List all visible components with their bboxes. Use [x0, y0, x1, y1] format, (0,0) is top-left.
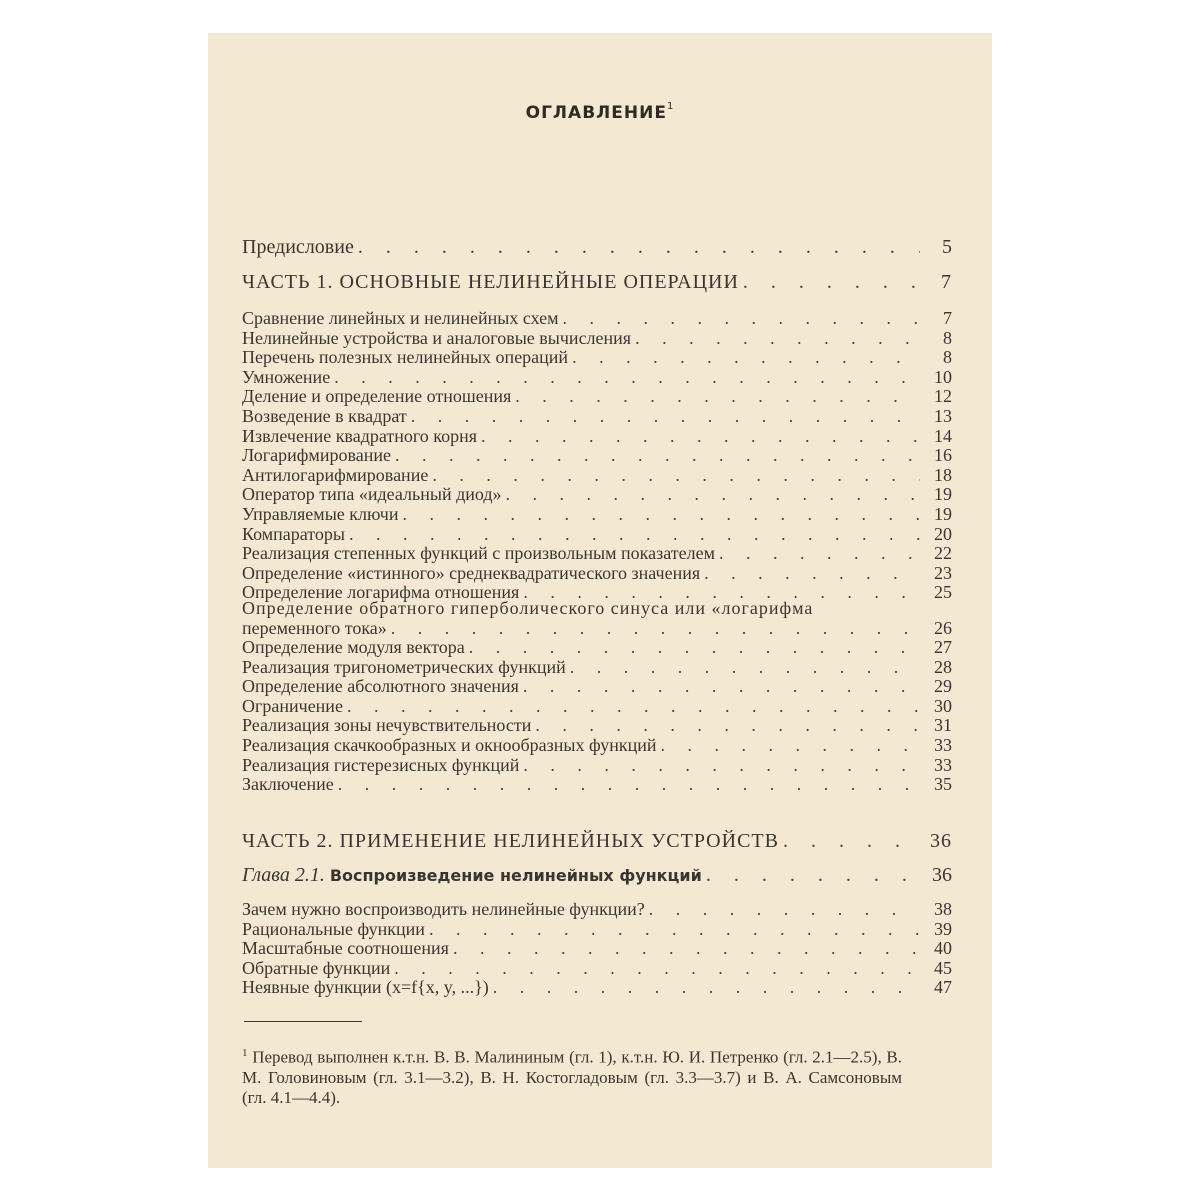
toc-entry-label: Антилогарифмирование — [242, 464, 429, 485]
toc-entry-label: Деление и определение отношения — [242, 386, 512, 407]
toc-entry — [242, 504, 952, 525]
toc-entry — [242, 484, 952, 505]
toc-entry-label-line1: Определение обратного гиперболического синуса или «логарифма — [242, 598, 814, 618]
dot-leader — [469, 637, 920, 658]
toc-entry-label: Извлечение квадратного корня — [242, 425, 478, 446]
toc-entry-page: 19 — [934, 484, 952, 505]
toc-entry-label: Предисловие — [242, 236, 354, 258]
dot-leader — [515, 386, 920, 407]
dot-leader — [338, 774, 920, 795]
toc-entry-page: 28 — [934, 656, 952, 677]
dot-leader — [523, 755, 920, 776]
dot-leader — [395, 445, 920, 466]
toc-entry — [242, 676, 952, 697]
toc-entry-label: Умножение — [242, 366, 331, 387]
toc-chapter-2-1 — [242, 864, 952, 887]
toc-entry-page: 29 — [934, 676, 952, 697]
dot-leader — [719, 543, 920, 564]
toc-entry — [242, 774, 952, 795]
footnote-text: Перевод выполнен к.т.н. В. В. Малининым (гл. 1), к.т.н. Ю. И. Петренко (гл. 2.1—2.5), В. М. Головиновым (гл. 3.1—3.2), В. Н. Костогладовым (гл. 3.3—3.7) и В. А. Самсоновым (гл. 4.1—4.4). — [242, 1047, 902, 1107]
toc-entry-page: 35 — [934, 774, 952, 795]
toc-part-1 — [242, 271, 952, 294]
toc-entry-page: 39 — [934, 918, 952, 939]
toc-entry-label: Реализация скачкообразных и окнообразных функций — [242, 735, 657, 755]
toc-entry-page: 30 — [934, 695, 952, 716]
toc-entry-label: Определение абсолютного значения — [242, 676, 519, 697]
toc-entry — [242, 735, 952, 756]
toc-entry-label: Оператор типа «идеальный диод» — [242, 484, 502, 505]
toc-entry-label: Обратные функции — [242, 957, 391, 978]
dot-leader — [334, 367, 920, 388]
toc-entry-label: Определение «истинного» среднеквадратического значения — [242, 562, 701, 583]
toc-entry-page: 27 — [934, 637, 952, 657]
toc-entry-label: Неявные функции (x=f{x, y, ...}) — [242, 977, 489, 998]
page-title — [208, 103, 992, 123]
toc-entry — [242, 958, 952, 979]
toc-entry-label: Зачем нужно воспроизводить нелинейные функции? — [242, 899, 645, 919]
toc-entry-label: Реализация тригонометрических функций — [242, 656, 566, 677]
footnote-mark: 1 — [242, 1047, 248, 1059]
toc-entry — [242, 696, 952, 717]
toc-entry — [242, 899, 952, 920]
toc-entry-label: Сравнение линейных и нелинейных схем — [242, 308, 559, 328]
toc-entry-page: 19 — [934, 504, 952, 524]
toc-entry — [242, 426, 952, 447]
toc-entry-label: Компараторы — [242, 523, 346, 544]
toc-entry-label: Реализация степенных функций с произвольным показателем — [242, 543, 715, 564]
toc-entry-page: 8 — [943, 327, 952, 348]
toc-chapter-page: 36 — [932, 864, 952, 886]
dot-leader — [453, 938, 920, 959]
toc-entry-page: 18 — [934, 464, 952, 485]
toc-entry-page: 47 — [934, 977, 952, 998]
dot-leader — [563, 308, 920, 329]
toc-entry — [242, 715, 952, 736]
chapter-title: Воспроизведение нелинейных функций — [329, 866, 702, 885]
toc-entry — [242, 465, 952, 486]
toc-entry — [242, 637, 952, 658]
toc-entry-label: Управляемые ключи — [242, 504, 399, 524]
dot-leader — [432, 465, 920, 486]
toc-entry — [242, 524, 952, 545]
toc-entry-label: Рациональные функции — [242, 918, 425, 939]
toc-entry-page: 20 — [934, 523, 952, 544]
dot-leader — [411, 406, 920, 427]
dot-leader — [535, 715, 920, 736]
toc-part-label: ЧАСТЬ 1. ОСНОВНЫЕ НЕЛИНЕЙНЫЕ ОПЕРАЦИИ — [242, 271, 739, 293]
toc-entry — [242, 406, 952, 427]
toc-entry-label: Реализация зоны нечувствительности — [242, 715, 532, 736]
toc-entry — [242, 543, 952, 564]
dot-leader — [635, 328, 920, 349]
dot-leader — [649, 899, 920, 920]
dot-leader — [402, 504, 920, 525]
dot-leader — [706, 864, 920, 887]
chapter-number: Глава 2.1. — [242, 864, 325, 886]
toc-entry-label: Ограничение — [242, 695, 343, 716]
toc-entry-label: Логарифмирование — [242, 445, 391, 466]
toc-entry-page: 22 — [934, 543, 952, 564]
toc-part-2 — [242, 830, 952, 853]
heading-footnote-mark: 1 — [666, 101, 675, 112]
toc-entry-label: Нелинейные устройства и аналоговые вычисления — [242, 327, 632, 348]
toc-entry — [242, 445, 952, 466]
dot-leader — [660, 735, 920, 756]
dot-leader — [743, 271, 920, 294]
footnote — [242, 1043, 902, 1108]
toc-entry — [242, 328, 952, 349]
toc-entry-page: 5 — [942, 236, 952, 258]
toc-entry-label: Реализация гистерезисных функций — [242, 754, 520, 775]
footnote-rule — [244, 1021, 362, 1022]
toc-entry-page: 26 — [934, 618, 952, 638]
toc-part-label: ЧАСТЬ 2. ПРИМЕНЕНИЕ НЕЛИНЕЙНЫХ УСТРОЙСТВ — [242, 830, 779, 852]
dot-leader — [429, 919, 920, 940]
dot-leader — [349, 524, 920, 545]
dot-leader — [783, 830, 920, 853]
toc-entry-label-line2: переменного тока» — [242, 618, 387, 638]
toc-entry-preface — [242, 236, 952, 259]
dot-leader — [358, 236, 920, 259]
toc-entry-page: 14 — [934, 425, 952, 446]
toc-entry — [242, 919, 952, 940]
dot-leader — [506, 484, 920, 505]
toc-entry-page: 33 — [934, 754, 952, 775]
toc-entry-page: 12 — [934, 386, 952, 407]
toc-entry-label: Заключение — [242, 774, 334, 795]
dot-leader — [704, 563, 920, 584]
toc-entry-page: 7 — [943, 308, 952, 328]
toc-entry-label: Определение логарифма отношения — [242, 582, 520, 603]
toc-entry-wrapped — [242, 618, 952, 639]
toc-entry-page: 10 — [934, 366, 952, 387]
toc-entry-page: 13 — [934, 406, 952, 426]
dot-leader — [347, 696, 920, 717]
dot-leader — [493, 977, 920, 998]
toc-entry-label: Перечень полезных нелинейных операций — [242, 347, 569, 368]
toc-entry-page: 8 — [943, 347, 952, 368]
toc-part-page: 7 — [941, 271, 952, 293]
dot-leader — [570, 657, 920, 678]
dot-leader — [572, 347, 920, 368]
toc-entry — [242, 657, 952, 678]
toc-entry — [242, 386, 952, 407]
toc-entry — [242, 308, 952, 329]
heading-text: ОГЛАВЛЕНИЕ — [525, 103, 667, 123]
toc-entry — [242, 563, 952, 584]
book-page — [208, 33, 992, 1168]
toc-entry-label: Определение модуля вектора — [242, 637, 465, 657]
dot-leader — [391, 618, 920, 639]
toc-entry — [242, 755, 952, 776]
toc-entry-label: Масштабные соотношения — [242, 938, 449, 959]
toc-chapter-label — [242, 864, 702, 887]
toc-entry-page: 31 — [934, 715, 952, 736]
toc-entry-page: 45 — [934, 957, 952, 978]
dot-leader — [394, 958, 920, 979]
toc-entry — [242, 367, 952, 388]
toc-entry-label: Возведение в квадрат — [242, 406, 407, 426]
toc-entry-page: 16 — [934, 445, 952, 466]
toc-entry-page: 25 — [934, 582, 952, 603]
toc-entry — [242, 938, 952, 959]
toc-entry — [242, 347, 952, 368]
toc-part-page: 36 — [930, 830, 952, 852]
toc-entry-page: 40 — [934, 938, 952, 959]
dot-leader — [481, 426, 920, 447]
toc-entry-page: 23 — [934, 562, 952, 583]
toc-entry-page: 33 — [934, 735, 952, 755]
toc-entry-page: 38 — [934, 899, 952, 919]
dot-leader — [523, 676, 920, 697]
toc-entry — [242, 977, 952, 998]
